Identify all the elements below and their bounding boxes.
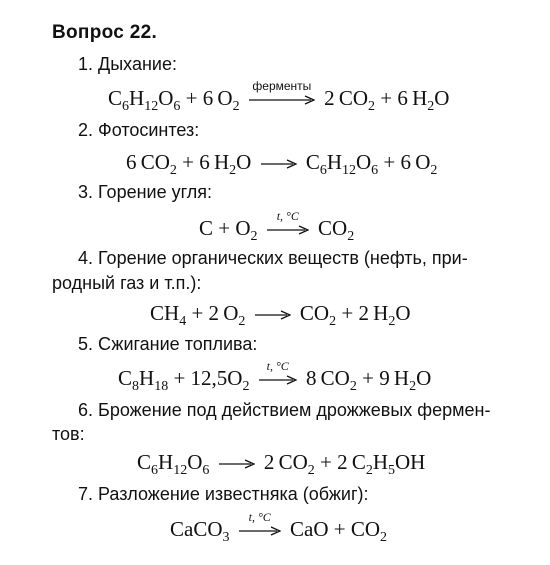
- arrow-label: t, °C: [276, 209, 299, 224]
- item-fermentation-label: 6. Брожение под действием дрожжевых фермен-: [78, 400, 491, 420]
- arrow-label: ферменты: [252, 79, 312, 94]
- item-fermentation-label-cont: тов:: [52, 424, 85, 444]
- item-coal-label: 3. Горение угля:: [78, 182, 213, 202]
- item-organic-label-cont: родный газ и т.п.):: [52, 273, 202, 293]
- item-organic-label: 4. Горение органических веществ (нефть, при-: [78, 248, 468, 268]
- equation-photosynthesis: 6 $CO_2 + 6$ $H_2O$ $C_6H_{12}O_6 + 6$ $O_2$: [126, 150, 438, 178]
- reaction-arrow: [219, 459, 255, 469]
- reaction-arrow: [239, 510, 281, 536]
- equation-fermentation: $C_6H_{12}O_6$ 2 $CO_2 + 2$ $C_2H_5OH$: [137, 450, 426, 478]
- equation-limestone: CaCO$_3$ t, °C CaO + $CO_2$: [170, 510, 388, 545]
- equation-coal: $C + O_2$ t, °C $CO_2$: [199, 209, 355, 244]
- reaction-arrow: [255, 310, 291, 320]
- equation-respiration: $C_6H_{12}O_6 + 6$ $O_2$ ферменты 2 $CO_2 + 6$ $H_2O$: [108, 79, 450, 114]
- reaction-arrow: [267, 209, 309, 235]
- item-fuel-label: 5. Сжигание топлива:: [78, 334, 258, 354]
- arrow-label: t, °C: [248, 510, 271, 525]
- item-limestone-label: 7. Разложение известняка (обжиг):: [78, 484, 369, 504]
- arrow-label: t, °C: [266, 359, 289, 374]
- reaction-arrow: [259, 359, 297, 385]
- reaction-arrow: [249, 79, 315, 105]
- item-respiration-label: 1. Дыхание:: [78, 54, 177, 74]
- reaction-arrow: [261, 159, 297, 169]
- question-title: Вопрос 22.: [52, 22, 158, 43]
- equation-fuel: $C_8H_{18} + 12,5O_2$ t, °C 8 $CO_2 + 9$ $H_2O$: [118, 359, 432, 394]
- item-photosynthesis-label: 2. Фотосинтез:: [78, 120, 200, 140]
- equation-organic: $CH_4 + 2$ $O_2$ $CO_2 + 2$ $H_2O$: [150, 301, 411, 329]
